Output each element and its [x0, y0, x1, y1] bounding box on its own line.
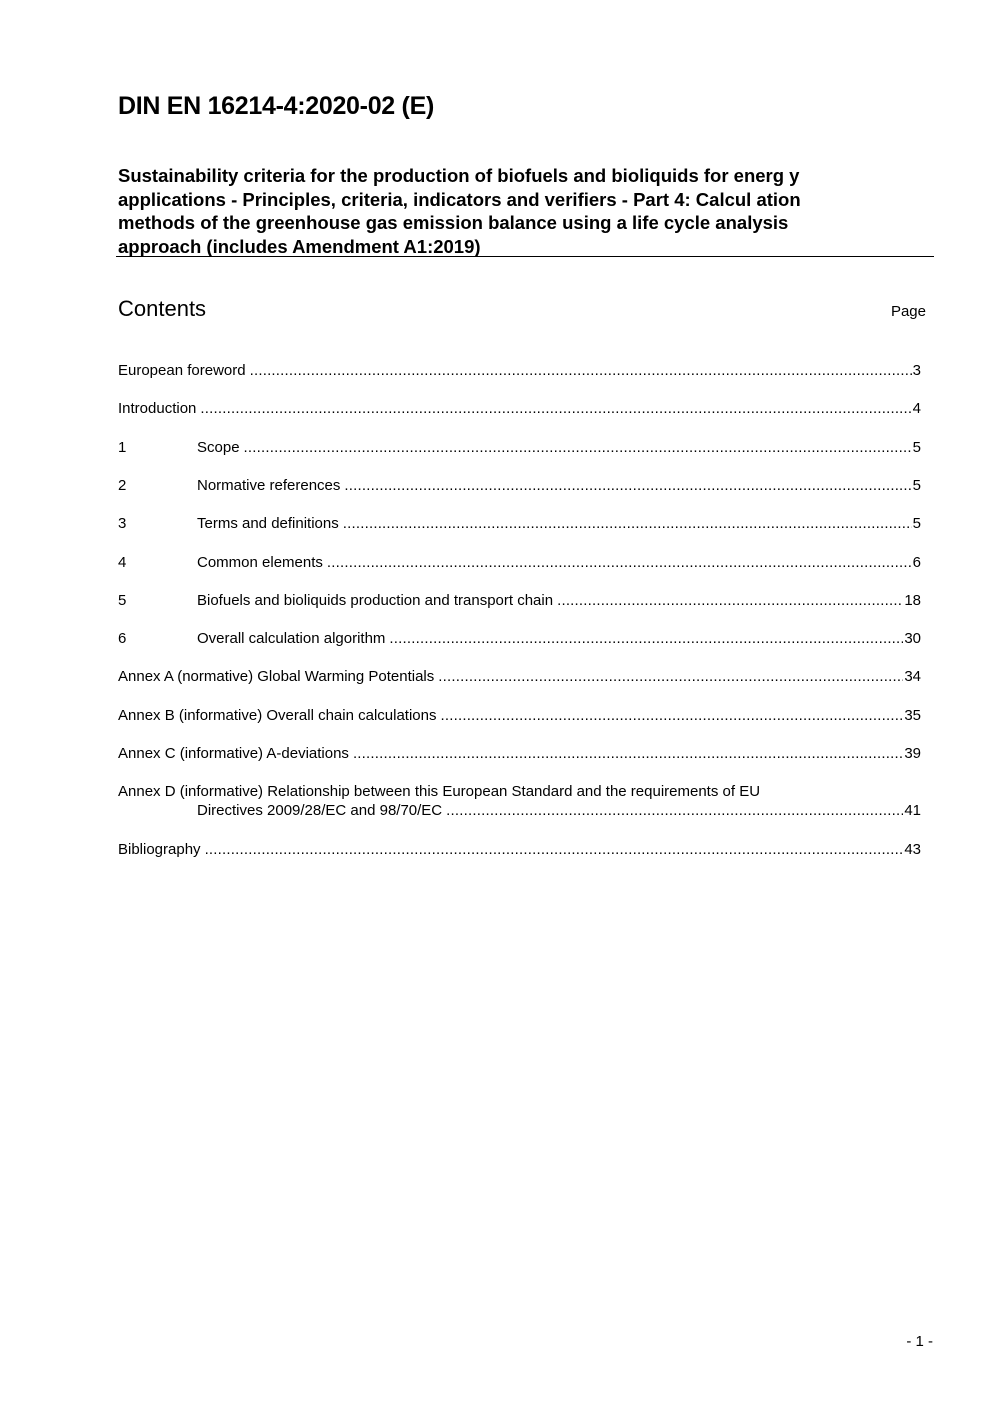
toc-entry-text: Annex A (normative) Global Warming Potentials: [118, 668, 435, 685]
toc-entry-text: Annex C (informative) A-deviations: [118, 745, 349, 762]
toc-entry-text: Annex D (informative) Relationship between this European Standard and the requirements of EU: [118, 783, 761, 800]
subtitle-line: Sustainability criteria for the production of biofuels and bioliquids for energ y: [118, 165, 800, 186]
page-column-label: Page: [890, 303, 926, 320]
toc-leader-dots: [446, 801, 903, 820]
toc-entry-text: Overall calculation algorithm: [197, 630, 386, 647]
toc-entry-page: 18: [904, 592, 921, 609]
toc-entry-text-continued: Directives 2009/28/EC and 98/70/EC: [197, 802, 443, 819]
toc-entry-european-foreword[interactable]: [118, 361, 921, 380]
toc-leader-dots: [327, 553, 912, 572]
subtitle-line: applications - Principles, criteria, indicators and verifiers - Part 4: Calcul ation: [118, 188, 801, 210]
subtitle-line: methods of the greenhouse gas emission balance using a life cycle analysis: [118, 212, 789, 233]
toc-leader-dots: [344, 476, 911, 495]
toc-entry-common-elements[interactable]: [118, 553, 921, 572]
toc-entry-annex-d[interactable]: [118, 782, 921, 820]
toc-entry-page: 41: [904, 802, 921, 819]
toc-entry-text: Scope: [197, 439, 240, 456]
toc-entry-text: Bibliography: [118, 841, 201, 858]
toc-entry-annex-a[interactable]: [118, 667, 921, 686]
toc-leader-dots: [200, 399, 911, 418]
toc-entry-number: 3: [118, 515, 127, 532]
toc-entry-page: 6: [912, 554, 921, 571]
toc-entry-page: 39: [904, 745, 921, 762]
toc-entry-page: 3: [912, 362, 921, 379]
toc-entry-page: 5: [912, 477, 921, 494]
toc-entry-number: 6: [118, 630, 127, 647]
toc-entry-page: 35: [904, 707, 921, 724]
toc-entry-text: European foreword: [118, 362, 246, 379]
toc-entry-page: 43: [904, 841, 921, 858]
toc-entry-bibliography[interactable]: [118, 840, 921, 859]
toc-entry-text: Common elements: [197, 554, 323, 571]
subtitle-line: approach (includes Amendment A1:2019): [118, 235, 481, 257]
toc-entry-number: 5: [118, 592, 127, 609]
toc-leader-dots: [438, 667, 903, 686]
toc-entry-annex-c[interactable]: [118, 744, 921, 763]
toc-entry-page: 4: [912, 400, 921, 417]
toc-entry-production-and-transport-chain[interactable]: [118, 591, 921, 610]
toc-entry-normative-references[interactable]: [118, 476, 921, 495]
toc-entry-text: Annex B (informative) Overall chain calculations: [118, 707, 437, 724]
toc-entry-text: Introduction: [118, 400, 197, 417]
toc-entry-page: 5: [912, 515, 921, 532]
toc-entry-overall-calculation-algorithm[interactable]: [118, 629, 921, 648]
document-title: DIN EN 16214-4:2020-02 (E): [118, 92, 434, 120]
toc-leader-dots: [353, 744, 903, 763]
toc-entry-text: Terms and definitions: [197, 515, 339, 532]
document-subtitle: [118, 164, 918, 258]
toc-entry-page: 5: [912, 439, 921, 456]
toc-entry-text: Biofuels and bioliquids production and transport chain: [197, 592, 554, 609]
toc-entry-page: 30: [904, 630, 921, 647]
toc-entry-number: 4: [118, 554, 127, 571]
contents-heading: Contents: [118, 296, 207, 321]
toc-leader-dots: [343, 514, 912, 533]
toc-entry-annex-b[interactable]: [118, 706, 921, 725]
toc-leader-dots: [244, 438, 912, 457]
toc-leader-dots: [389, 629, 903, 648]
toc-leader-dots: [250, 361, 912, 380]
toc-entry-scope[interactable]: [118, 438, 921, 457]
toc-entry-number: 1: [118, 439, 127, 456]
toc-entry-page: 34: [904, 668, 921, 685]
toc-entry-text: Normative references: [197, 477, 341, 494]
toc-entry-introduction[interactable]: [118, 399, 921, 418]
toc-leader-dots: [440, 706, 903, 725]
page-number: - 1 -: [906, 1333, 933, 1350]
toc-leader-dots: [557, 591, 903, 610]
toc-leader-dots: [205, 840, 904, 859]
title-divider: [116, 256, 934, 257]
toc-entry-number: 2: [118, 477, 127, 494]
toc-entry-terms-and-definitions[interactable]: [118, 514, 921, 533]
